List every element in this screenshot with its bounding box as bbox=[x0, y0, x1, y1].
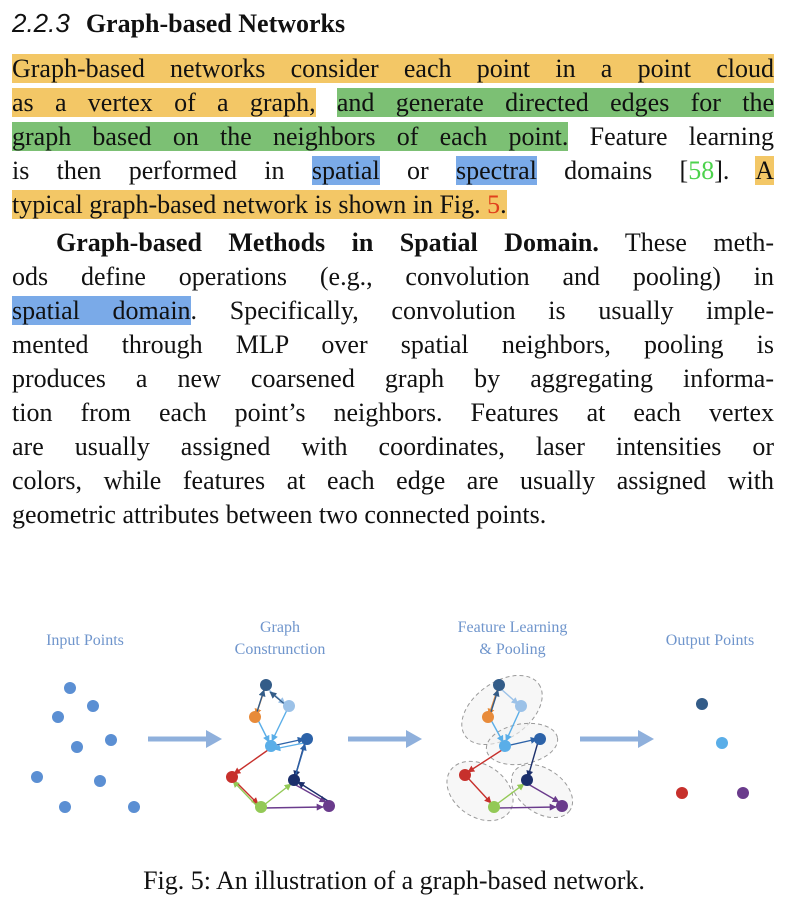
vertex bbox=[283, 700, 295, 712]
paragraph-2-bold-heading: Graph-based Methods in Spatial Domain. bbox=[56, 228, 599, 257]
vertex bbox=[323, 800, 335, 812]
output-point bbox=[676, 787, 688, 799]
paragraph-2-line-7: are usually assigned with coordinates, laser intensities or bbox=[12, 432, 774, 461]
vertex bbox=[493, 679, 505, 691]
highlight-green: graph based on the neighbors of each point. bbox=[12, 122, 569, 151]
input-point bbox=[31, 771, 43, 783]
highlight-yellow: A bbox=[755, 156, 775, 185]
input-point bbox=[71, 741, 83, 753]
figure-reference-link[interactable]: 5 bbox=[487, 190, 501, 219]
vertex bbox=[521, 774, 533, 786]
input-point-cloud bbox=[31, 682, 140, 813]
vertex bbox=[265, 740, 277, 752]
highlight-blue: spectral bbox=[456, 156, 537, 185]
graph-construction bbox=[233, 688, 328, 808]
highlight-yellow: typical graph-based network is shown in Fig. 5. bbox=[12, 190, 507, 219]
label-feature-line1: Feature Learning bbox=[457, 619, 568, 636]
paragraph-2-line-1: Graph-based Methods in Spatial Domain. These meth- bbox=[56, 228, 774, 257]
paragraph-1-line-4: is then performed in spatial or spectral domains [58]. A bbox=[12, 156, 775, 185]
section-title: Graph-based Networks bbox=[85, 9, 346, 38]
output-point bbox=[696, 698, 708, 710]
label-output-points: Output Points bbox=[665, 632, 755, 649]
stage-arrow bbox=[348, 730, 422, 748]
paragraph-1-line-1 bbox=[12, 52, 774, 86]
section-heading bbox=[12, 6, 345, 41]
input-point bbox=[64, 682, 76, 694]
vertex bbox=[488, 801, 500, 813]
citation-link[interactable]: 58 bbox=[688, 156, 715, 185]
paragraph-1-line-2 bbox=[12, 86, 774, 120]
vertex bbox=[249, 711, 261, 723]
vertex bbox=[301, 733, 313, 745]
vertex bbox=[556, 800, 568, 812]
input-point bbox=[105, 734, 117, 746]
output-point bbox=[737, 787, 749, 799]
vertex bbox=[515, 700, 527, 712]
stage-arrow bbox=[580, 730, 654, 748]
label-graph-line1: Graph bbox=[260, 619, 300, 636]
highlight-yellow: as a vertex of a graph, bbox=[12, 88, 316, 117]
input-point bbox=[52, 711, 64, 723]
stage-arrow bbox=[148, 730, 222, 748]
label-graph-line2: Construnction bbox=[234, 641, 326, 658]
output-points bbox=[676, 698, 749, 799]
highlight-blue: spatial bbox=[311, 156, 380, 185]
vertex bbox=[482, 711, 494, 723]
figure-caption: Fig. 5: An illustration of a graph-based network. bbox=[143, 866, 645, 895]
highlight-yellow: Graph-based networks consider each point in a point cloud bbox=[12, 54, 774, 83]
input-point bbox=[87, 700, 99, 712]
figure-diagram bbox=[0, 600, 788, 840]
highlight-green: and generate directed edges for the bbox=[336, 88, 774, 117]
output-point bbox=[716, 737, 728, 749]
highlight-blue: spatial domain bbox=[12, 296, 191, 325]
paragraph-2-line-5: produces a new coarsened graph by aggregating informa- bbox=[12, 364, 774, 393]
paragraph-2-line-6: tion from each point’s neighbors. Features at each vertex bbox=[12, 398, 774, 427]
section-number: 2.2.3 bbox=[12, 8, 70, 38]
paragraph-1-line-3: graph based on the neighbors of each point. Feature learning bbox=[12, 122, 774, 151]
input-point bbox=[59, 801, 71, 813]
paragraph-2-line-8: colors, while features at each edge are usually assigned with bbox=[12, 466, 774, 495]
label-input-points: Input Points bbox=[46, 632, 124, 649]
label-feature-line2: & Pooling bbox=[479, 641, 546, 658]
paragraph-1-line-5 bbox=[12, 188, 774, 222]
paragraph-2-line-4: mented through MLP over spatial neighbors, pooling is bbox=[12, 330, 774, 359]
vertex bbox=[226, 771, 238, 783]
input-point bbox=[128, 801, 140, 813]
paragraph-2-line-2: ods define operations (e.g., convolution and pooling) in bbox=[12, 262, 774, 291]
vertex bbox=[288, 774, 300, 786]
paragraph-2-line-9: geometric attributes between two connected points. bbox=[12, 500, 547, 529]
vertex bbox=[260, 679, 272, 691]
vertex bbox=[534, 733, 546, 745]
figure-graph-network bbox=[0, 600, 788, 840]
vertex bbox=[459, 769, 471, 781]
paragraph-2-line-3: spatial domain. Specifically, convolution is usually imple- bbox=[12, 296, 774, 325]
input-point bbox=[94, 775, 106, 787]
vertex bbox=[499, 740, 511, 752]
vertex bbox=[255, 801, 267, 813]
